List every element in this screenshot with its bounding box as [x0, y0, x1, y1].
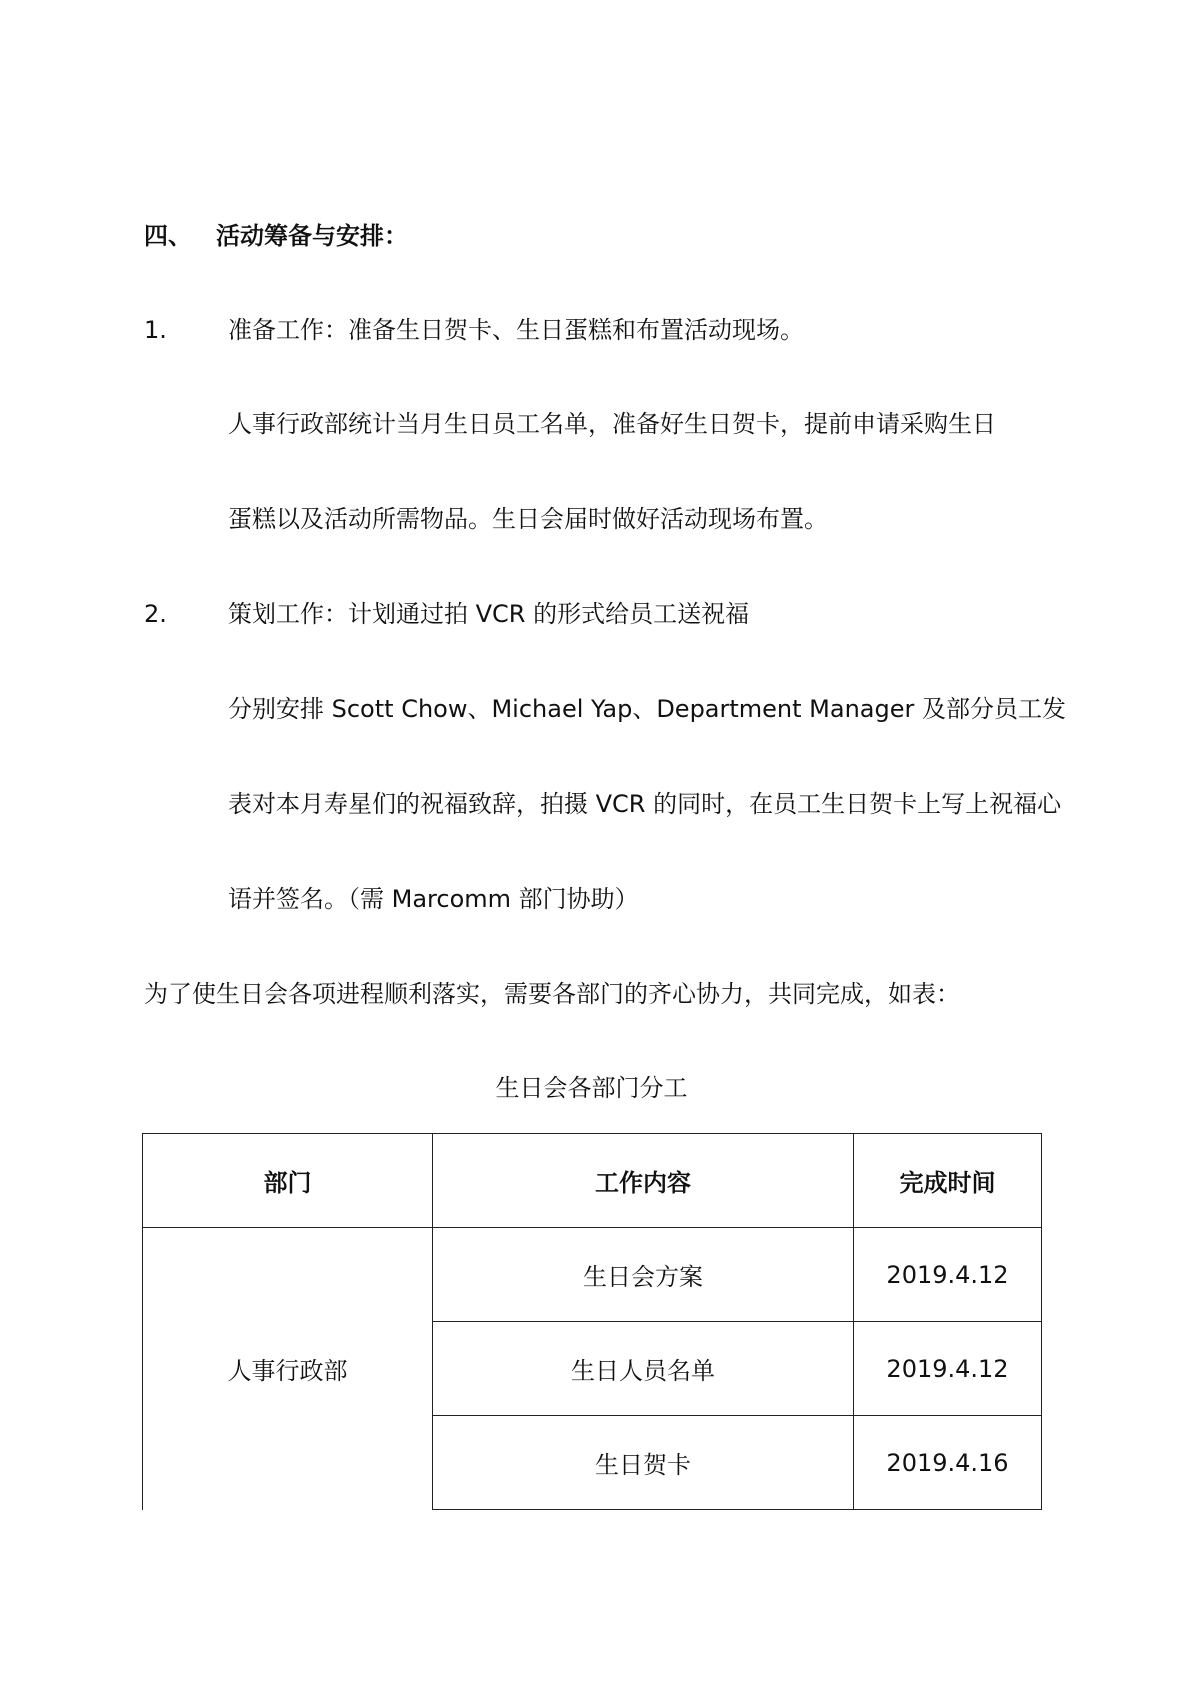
paragraph-line: 语并签名。（需 Marcomm 部门协助）	[228, 885, 639, 913]
list-item-number: 1.	[144, 316, 167, 344]
table-header-row	[143, 1134, 1042, 1228]
task-cell: 生日会方案	[433, 1228, 854, 1322]
header-date: 完成时间	[854, 1134, 1042, 1228]
section-number: 四、	[144, 222, 192, 250]
department-cell: 人事行政部	[143, 1228, 433, 1510]
date-cell: 2019.4.12	[854, 1322, 1042, 1416]
task-cell: 生日贺卡	[433, 1416, 854, 1510]
paragraph-line: 分别安排 Scott Chow、Michael Yap、Department Manager 及部分员工发	[228, 695, 1067, 723]
date-cell: 2019.4.16	[854, 1416, 1042, 1510]
division-table	[142, 1133, 1042, 1510]
date-cell: 2019.4.12	[854, 1228, 1042, 1322]
header-department: 部门	[143, 1134, 433, 1228]
intro-paragraph: 为了使生日会各项进程顺利落实，需要各部门的齐心协力，共同完成，如表：	[144, 980, 960, 1008]
paragraph-line: 人事行政部统计当月生日员工名单，准备好生日贺卡，提前申请采购生日	[228, 410, 996, 438]
paragraph-line: 蛋糕以及活动所需物品。生日会届时做好活动现场布置。	[228, 505, 828, 533]
header-task: 工作内容	[433, 1134, 854, 1228]
task-cell: 生日人员名单	[433, 1322, 854, 1416]
table-row	[143, 1228, 1042, 1322]
list-item-number: 2.	[144, 600, 167, 628]
section-title: 活动筹备与安排：	[216, 222, 408, 250]
list-item-heading: 策划工作：计划通过拍 VCR 的形式给员工送祝福	[228, 600, 750, 628]
list-item-heading: 准备工作：准备生日贺卡、生日蛋糕和布置活动现场。	[228, 316, 804, 344]
table-caption: 生日会各部门分工	[495, 1074, 688, 1102]
paragraph-line: 表对本月寿星们的祝福致辞，拍摄 VCR 的同时，在员工生日贺卡上写上祝福心	[228, 790, 1062, 818]
